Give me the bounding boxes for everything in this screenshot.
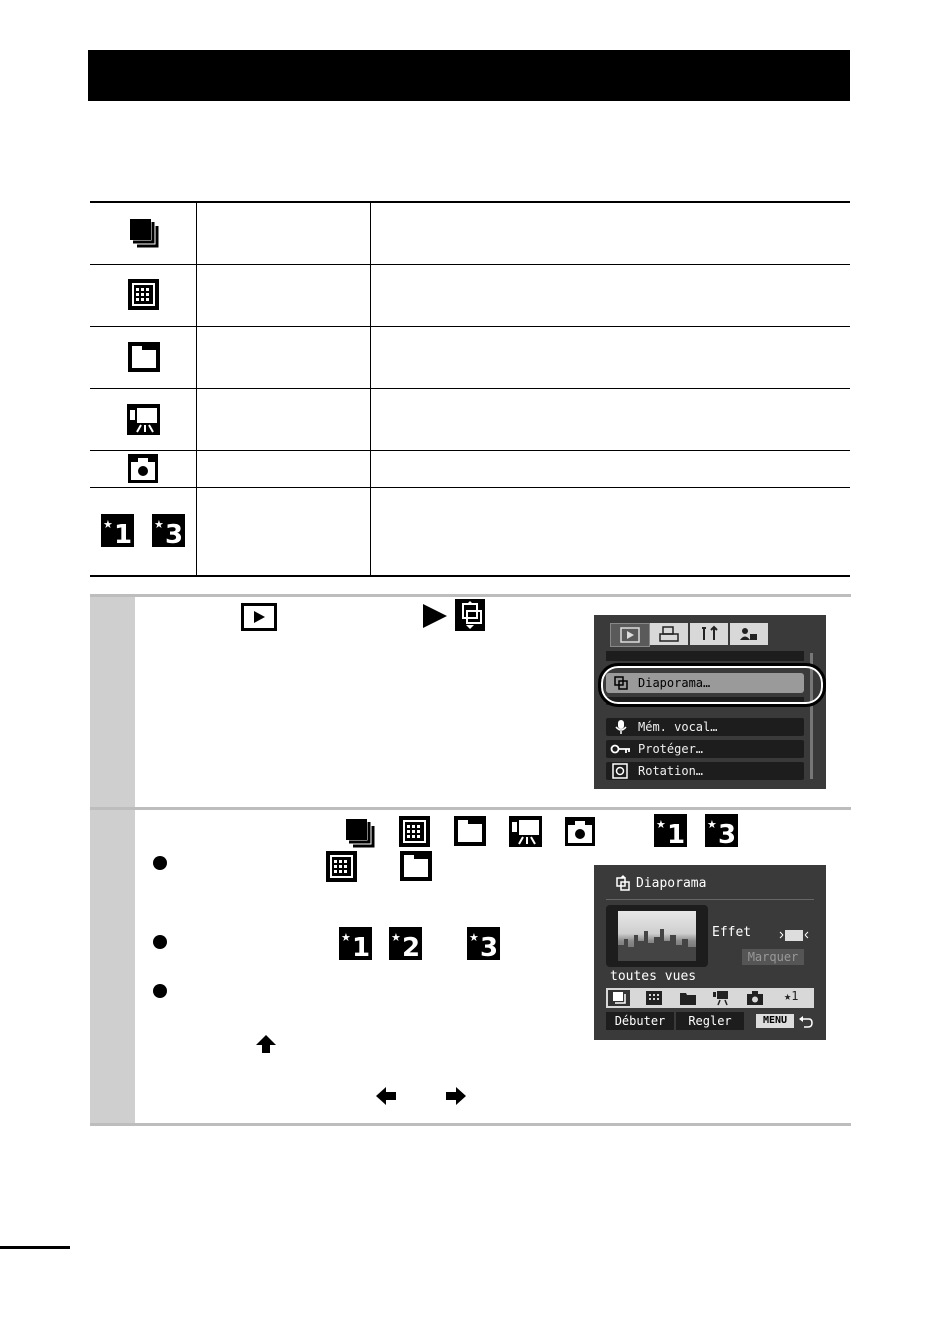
category-strip — [606, 988, 814, 1008]
my-category-3-label: 3 — [718, 820, 737, 847]
movie-icon — [127, 404, 160, 435]
step-divider — [90, 807, 851, 810]
effect-icon — [779, 927, 809, 943]
microphone-icon — [614, 719, 628, 735]
screen-title: Diaporama — [636, 876, 707, 891]
left-arrow-icon — [375, 1086, 397, 1106]
svg-text:★: ★ — [341, 931, 351, 944]
my-category-3-icon — [152, 514, 185, 547]
all-images-icon — [608, 990, 630, 1006]
camera-icon — [565, 817, 595, 846]
tab-playback[interactable] — [610, 623, 650, 647]
my-category-3-label: 3 — [165, 520, 184, 547]
set-button-label: Regler — [688, 1014, 732, 1028]
category-all-selected[interactable] — [608, 990, 630, 1006]
table-top-rule — [90, 201, 850, 203]
svg-text:★: ★ — [656, 818, 666, 831]
table-row-rule — [90, 326, 850, 327]
svg-text:★: ★ — [391, 931, 401, 944]
menu-row-hidden — [606, 651, 804, 661]
my-menu-icon — [730, 623, 768, 645]
return-icon[interactable] — [798, 1014, 814, 1028]
folder-icon[interactable] — [680, 991, 696, 1005]
my-category-2-icon — [389, 927, 422, 960]
movie-icon — [509, 816, 542, 847]
calendar-icon — [326, 851, 357, 882]
my-category-1-label: 1 — [114, 520, 133, 547]
all-images-icon — [343, 816, 376, 849]
slideshow-icon — [614, 875, 632, 893]
my-category-badge[interactable]: ★1 — [784, 989, 799, 1003]
table-bottom-rule — [90, 575, 850, 577]
step-1-bar — [90, 597, 135, 807]
effect-selector[interactable] — [779, 927, 809, 943]
my-category-1-label: 1 — [667, 820, 686, 847]
menu-item-voice-memo[interactable] — [606, 718, 804, 736]
slideshow-icon — [455, 599, 485, 631]
step-divider — [90, 594, 851, 597]
city-skyline-image — [618, 911, 696, 961]
selection-highlight-oval — [598, 663, 826, 707]
rotate-icon — [612, 763, 628, 779]
print-icon — [650, 623, 688, 645]
camera-icon — [128, 454, 158, 483]
tab-setup[interactable] — [690, 623, 728, 645]
key-icon — [610, 743, 632, 755]
folder-icon — [454, 816, 486, 846]
filter-label: toutes vues — [610, 969, 697, 984]
bullet — [153, 856, 167, 870]
menu-item-protect[interactable] — [606, 740, 804, 758]
slideshow-settings-screen — [594, 865, 826, 1040]
tools-icon — [690, 623, 728, 645]
movie-icon[interactable] — [712, 990, 730, 1006]
table-row-rule — [90, 487, 850, 488]
camera-icon[interactable] — [747, 991, 763, 1005]
bullet — [153, 935, 167, 949]
divider — [606, 899, 814, 900]
tab-print[interactable] — [650, 623, 688, 645]
menu-item-label: Rotation… — [638, 764, 704, 778]
menu-item-rotation[interactable] — [606, 762, 804, 780]
table-row-rule — [90, 450, 850, 451]
preview-frame — [606, 905, 708, 967]
table-row-rule — [90, 388, 850, 389]
my-category-1-icon — [654, 814, 687, 847]
start-button-label: Débuter — [614, 1014, 666, 1028]
bullet — [153, 984, 167, 998]
calendar-icon[interactable] — [646, 991, 662, 1005]
svg-text:★: ★ — [103, 518, 113, 531]
right-arrow-icon — [445, 1086, 467, 1106]
page-footer-rule — [0, 1246, 70, 1249]
svg-text:★: ★ — [469, 931, 479, 944]
next-arrow-icon — [421, 602, 449, 630]
folder-icon — [400, 851, 432, 881]
my-category-1-label: 1 — [352, 933, 371, 960]
menu-button-label: MENU — [762, 1015, 788, 1026]
menu-item-label: Mém. vocal… — [638, 720, 718, 734]
step-divider — [90, 1123, 851, 1126]
all-images-icon — [127, 216, 160, 249]
table-col-divider — [370, 202, 371, 576]
my-category-3-icon — [467, 927, 500, 960]
calendar-icon — [399, 816, 430, 847]
table-col-divider — [196, 202, 197, 576]
mark-button-label: Marquer — [747, 950, 799, 964]
my-category-3-icon — [705, 814, 738, 847]
step-2-bar — [90, 810, 135, 1123]
start-button[interactable] — [606, 1012, 674, 1030]
tab-mymenu[interactable] — [730, 623, 768, 645]
up-arrow-icon — [255, 1034, 277, 1054]
preview-image — [618, 911, 696, 961]
folder-icon — [128, 342, 160, 372]
page-title-bar — [88, 50, 850, 101]
my-category-2-label: 2 — [402, 933, 421, 960]
effect-label: Effet — [712, 925, 752, 940]
svg-text:★: ★ — [154, 518, 164, 531]
menu-item-label: Diaporama… — [638, 676, 711, 690]
calendar-icon — [128, 279, 159, 310]
menu-item-label: Protéger… — [638, 742, 704, 756]
table-row-rule — [90, 264, 850, 265]
my-category-1-icon — [339, 927, 372, 960]
set-button[interactable] — [676, 1012, 744, 1030]
menu-button[interactable] — [756, 1014, 794, 1028]
svg-text:★: ★ — [707, 818, 717, 831]
my-category-1-icon — [101, 514, 134, 547]
my-category-3-label: 3 — [480, 933, 499, 960]
play-icon — [611, 624, 649, 646]
play-icon — [241, 603, 277, 631]
mark-button[interactable] — [742, 949, 804, 965]
